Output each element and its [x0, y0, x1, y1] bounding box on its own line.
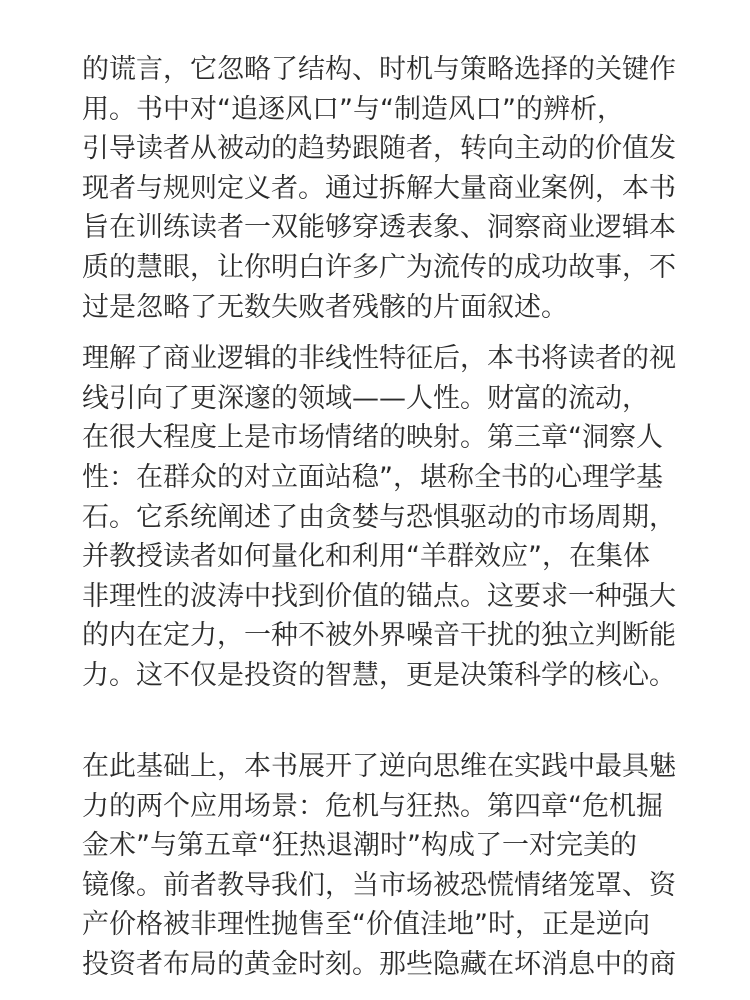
text-line: 产价格被非理性抛售至“价值洼地”时，正是逆向: [82, 909, 650, 941]
text-line: 镜像。前者教导我们，当市场被恐慌情绪笼罩、资: [82, 869, 676, 901]
text-line: 在此基础上，本书展开了逆向思维在实践中最具魅: [82, 751, 676, 783]
text-line: 现者与规则定义者。通过拆解大量商业案例，本书: [82, 172, 676, 204]
text-line: 力。这不仅是投资的智慧，更是决策科学的核心。: [82, 659, 676, 691]
text-line: 旨在训练读者一双能够穿透表象、洞察商业逻辑本: [82, 212, 676, 244]
text-line: 投资者布局的黄金时刻。那些隐藏在坏消息中的商: [82, 949, 676, 981]
text-line: 质的慧眼，让你明白许多广为流传的成功故事，不: [82, 251, 676, 283]
body-text: [82, 50, 682, 985]
paragraph-2: [82, 339, 682, 735]
text-line: 的内在定力，一种不被外界噪音干扰的独立判断能: [82, 620, 676, 652]
text-line: 的谎言，它忽略了结构、时机与策略选择的关键作: [82, 54, 676, 85]
text-line: 用。书中对“追逐风口”与“制造风口”的辨析，: [82, 93, 624, 125]
text-line: 非理性的波涛中找到价值的锚点。这要求一种强大: [82, 580, 676, 612]
text-line: 金术”与第五章“狂热退潮时”构成了一对完美的: [82, 830, 637, 862]
text-line: 性：在群众的对立面站稳”，堪称全书的心理学基: [82, 461, 663, 493]
text-line: [82, 696, 682, 736]
text-line: 引导读者从被动的趋势跟随者，转向主动的价值发: [82, 133, 676, 165]
text-line: 过是忽略了无数失败者残骸的片面叙述。: [82, 291, 568, 323]
text-line: 线引向了更深邃的领域——人性。财富的流动，: [82, 382, 649, 414]
text-line: 石。它系统阐述了由贪婪与恐惧驱动的市场周期，: [82, 501, 676, 533]
text-line: 力的两个应用场景：危机与狂热。第四章“危机掘: [82, 790, 663, 822]
text-line: 理解了商业逻辑的非线性特征后，本书将读者的视: [82, 343, 676, 375]
paragraph-3: [82, 747, 682, 985]
text-line: 在很大程度上是市场情绪的映射。第三章“洞察人: [82, 422, 663, 454]
text-line: 并教授读者如何量化和利用“羊群效应”，在集体: [82, 541, 650, 573]
paragraph-1: [82, 50, 682, 327]
